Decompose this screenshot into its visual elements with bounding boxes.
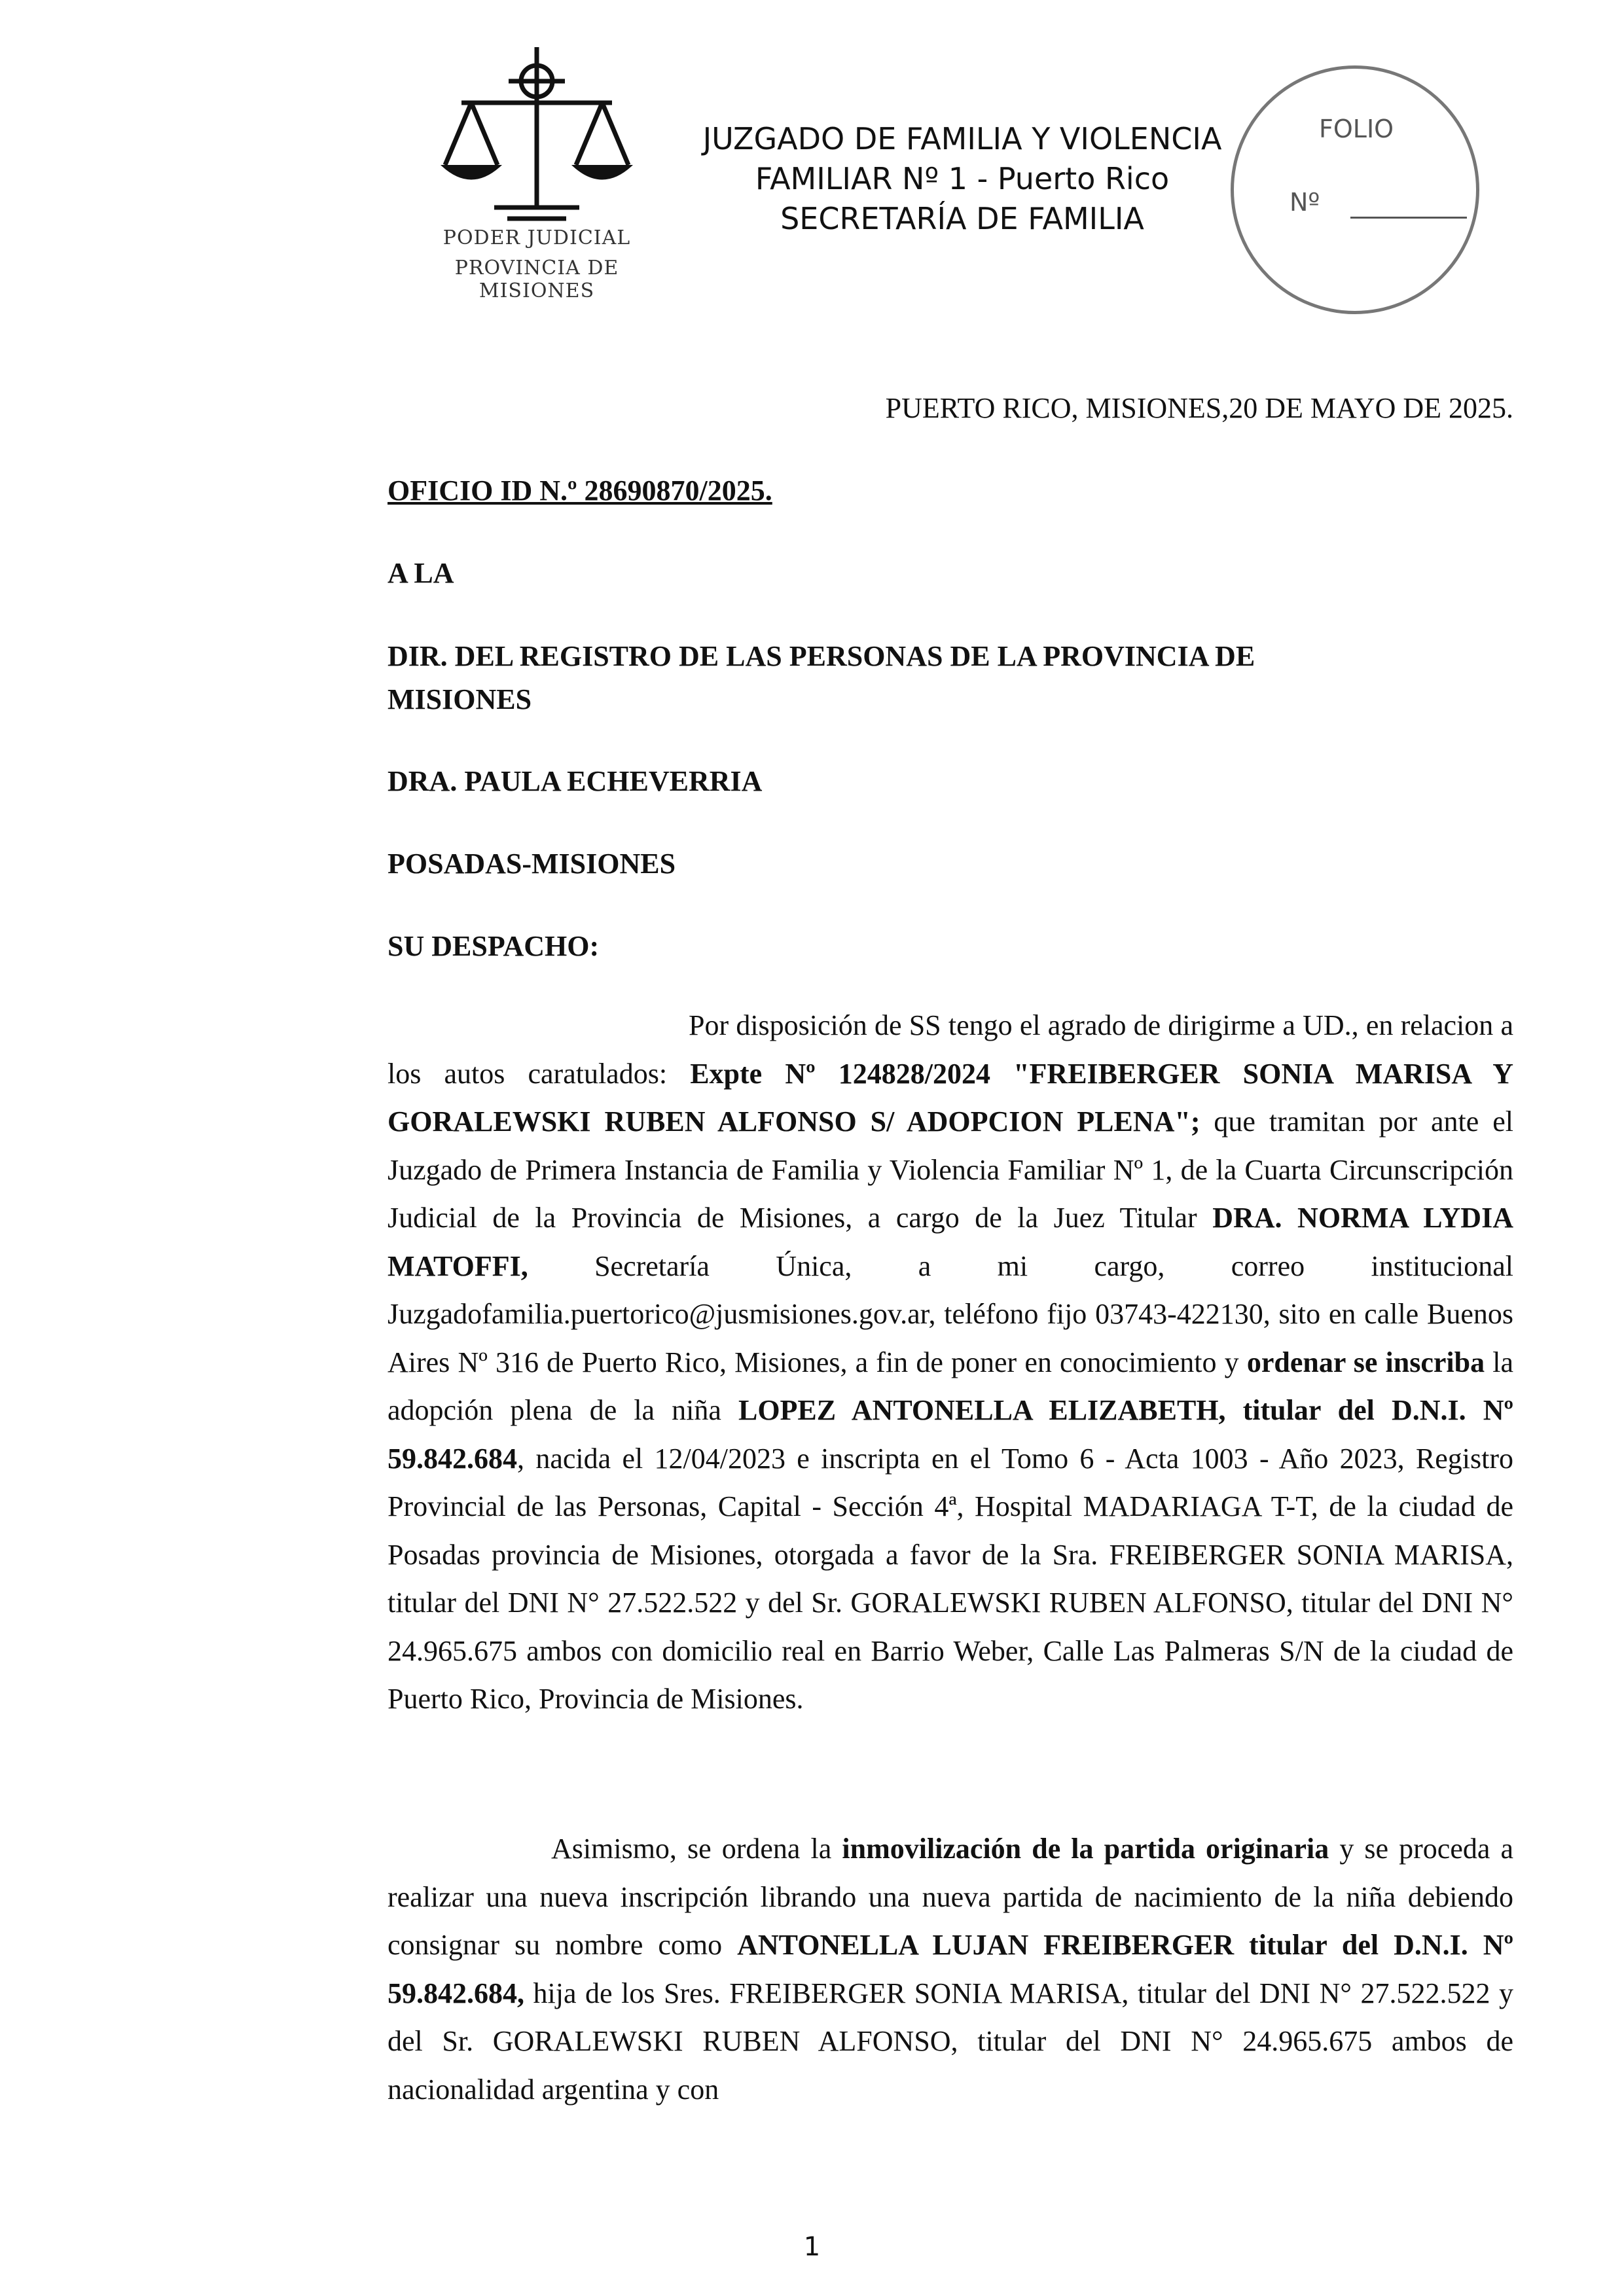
page-number: 1 [803,2232,821,2262]
p1-text-2: que tramitan por ante el Juzgado de Primera Instancia de Familia y Violencia Familiar Nº 1, de la Cuarta Circunscripción Judicial de la Provincia de Misiones, a cargo de la Juez Titular [388,1105,1513,1234]
p1-text-1: Por disposición de SS tengo el agrado de dirigirme a UD., en relacion a los autos caratulados: [388,1009,1513,1090]
p2-immobilization: inmovilización de la partida originaria [842,1833,1329,1865]
p2-text-3: hija de los Sres. FREIBERGER SONIA MARISA, titular del DNI N° 27.522.522 y del Sr. GORALEWSKI RUBEN ALFONSO, titular del DNI N° 24.965.675 ambos de nacionalidad argentina y con [388,1977,1513,2106]
p1-text-3: Secretaría Única, a mi cargo, correo institucional Juzgadofamilia.puertorico@jusmisiones.gov.ar, teléfono fijo 03743-422130, sito en calle Buenos Aires Nº 316 de Puerto Rico, Misiones, a fin de poner en conocimiento y [388,1249,1513,1378]
oficio-id: OFICIO ID N.º 28690870/2025. [388,475,772,507]
p2-text-1: Asimismo, se ordena la [551,1833,842,1865]
logo-line-1: PODER JUDICIAL [442,226,631,249]
scales-of-justice-icon [435,41,638,237]
folio-number-label: Nº [1290,188,1320,217]
folio-stamp [1231,65,1479,314]
court-header-line-3: SECRETARÍA DE FAMILIA [780,201,1144,236]
folio-number-line [1350,217,1467,219]
recipient-line-1: DIR. DEL REGISTRO DE LAS PERSONAS DE LA PROVINCIA DE [388,640,1255,672]
court-header-line-1: JUZGADO DE FAMILIA Y VIOLENCIA [702,121,1222,156]
letter-date: PUERTO RICO, MISIONES,20 DE MAYO DE 2025. [885,392,1513,424]
recipient-city: POSADAS-MISIONES [388,848,676,880]
judicial-logo [396,41,677,302]
recipient-line-2: MISIONES [388,683,532,715]
p1-child-name: LOPEZ ANTONELLA ELIZABETH, titular del D.N.I. Nº 59.842.684 [388,1394,1514,1475]
p1-text-4: la adopción plena de la niña [388,1346,1513,1426]
addressee-prefix: A LA [388,557,454,589]
p1-case-title: Expte Nº 124828/2024 "FREIBERGER SONIA MARISA Y GORALEWSKI RUBEN ALFONSO S/ ADOPCION PLENA"; [388,1057,1514,1138]
paragraph-1 [388,1001,1513,1723]
p1-judge-name: DRA. NORMA LYDIA MATOFFI, [388,1202,1513,1282]
p2-new-name: ANTONELLA LUJAN FREIBERGER titular del D.N.I. Nº 59.842.684, [388,1929,1514,2009]
salutation: SU DESPACHO: [388,930,600,962]
recipient-name: DRA. PAULA ECHEVERRIA [388,765,763,797]
paragraph-2 [388,1825,1513,2113]
p1-order: ordenar se inscriba [1246,1346,1485,1378]
folio-label: FOLIO [1319,115,1394,143]
court-header [655,119,1270,239]
p1-text-5: , nacida el 12/04/2023 e inscripta en el Tomo 6 - Acta 1003 - Año 2023, Registro Provincial de las Personas, Capital - Sección 4ª, Hospital MADARIAGA T-T, de la ciudad de Posadas provincia de Misiones, otorgada a favor de la Sra. FREIBERGER SONIA MARISA, titular del DNI N° 27.522.522 y del Sr. GORALEWSKI RUBEN ALFONSO, titular del DNI N° 24.965.675 ambos con domicilio real en Barrio Weber, Calle Las Palmeras S/N de la ciudad de Puerto Rico, Provincia de Misiones. [388,1442,1513,1715]
court-header-line-2: FAMILIAR Nº 1 - Puerto Rico [755,161,1170,196]
logo-line-2: PROVINCIA DE MISIONES [454,257,619,302]
p2-text-2: y se proceda a realizar una nueva inscripción librando una nueva partida de nacimiento de la niña debiendo consignar su nombre como [388,1833,1513,1961]
